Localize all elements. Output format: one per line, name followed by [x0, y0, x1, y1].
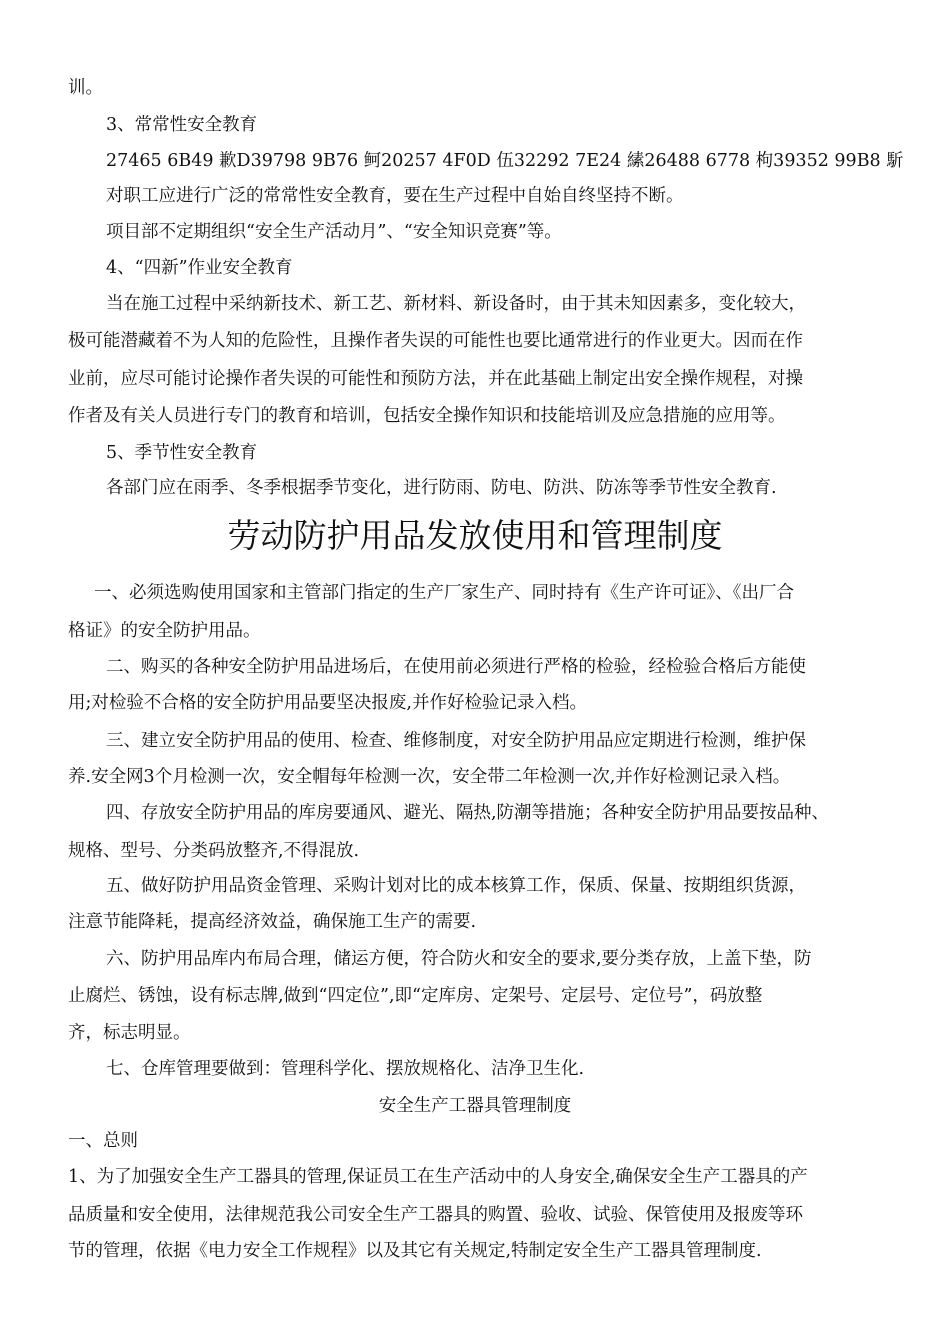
- paragraph-line: 当在施工过程中采纳新技术、新工艺、新材料、新设备时，由于其未知因素多，变化较大，: [106, 294, 806, 314]
- paragraph-line: 1、为了加强安全生产工器具的管理,保证员工在生产活动中的人身安全,确保安全生产工器具的产: [68, 1167, 808, 1187]
- section-heading: 4、“四新”作业安全教育: [106, 258, 293, 278]
- list-item-line: 四、存放安全防护用品的库房要通风、避光、隔热,防潮等措施；各种安全防护用品要按品种、: [106, 803, 830, 823]
- text-line: 对职工应进行广泛的常常性安全教育，要在生产过程中自始自终坚持不断。: [106, 186, 684, 206]
- paragraph-line: 品质量和安全使用，法律规范我公司安全生产工器具的购置、验收、试验、保管使用及报废等环: [68, 1205, 803, 1225]
- list-item-line: 一、必须选购使用国家和主管部门指定的生产厂家生产、同时持有《生产许可证》、《出厂合: [94, 583, 794, 603]
- list-item-line: 用;对检验不合格的安全防护用品要坚决报废,并作好检验记录入档。: [68, 693, 587, 713]
- paragraph-line: 极可能潜藏着不为人知的危险性，且操作者失误的可能性也要比通常进行的作业更大。因而在作: [68, 331, 803, 351]
- list-item-line: 格证》的安全防护用品。: [68, 621, 261, 641]
- list-item-line: 齐，标志明显。: [68, 1023, 191, 1043]
- document-title: 劳动防护用品发放使用和管理制度: [227, 516, 723, 555]
- list-item-line: 五、做好防护用品资金管理、采购计划对比的成本核算工作，保质、保量、按期组织货源，: [106, 876, 806, 896]
- list-item-line: 二、购买的各种安全防护用品进场后，在使用前必须进行严格的检验，经检验合格后方能使: [106, 657, 806, 677]
- text-line: 项目部不定期组织“安全生产活动月”、“安全知识竞赛”等。: [106, 222, 562, 242]
- paragraph-line: 业前，应尽可能讨论操作者失误的可能性和预防方法，并在此基础上制定出安全操作规程，对操: [68, 369, 803, 389]
- list-item-line: 止腐烂、锈蚀，设有标志牌,做到“四定位”,即“定库房、定架号、定层号、定位号”，码放整: [68, 986, 763, 1006]
- section-heading: 一、总则: [68, 1131, 138, 1151]
- list-item-line: 养.安全网3个月检测一次，安全帽每年检测一次，安全带二年检测一次,并作好检测记录入档。: [68, 767, 791, 787]
- list-item-line: 六、防护用品库内布局合理，储运方便，符合防火和安全的要求,要分类存放，上盖下垫，防: [106, 949, 812, 969]
- section-heading: 5、季节性安全教育: [106, 443, 258, 463]
- list-item-line: 七、仓库管理要做到：管理科学化、摆放规格化、洁净卫生化.: [106, 1059, 585, 1079]
- section-heading: 3、常常性安全教育: [106, 115, 258, 135]
- paragraph-line: 节的管理，依据《电力安全工作规程》以及其它有关规定,特制定安全生产工器具管理制度.: [68, 1241, 762, 1261]
- list-item-line: 注意节能降耗，提高经济效益，确保施工生产的需要.: [68, 912, 477, 932]
- paragraph-line: 作者及有关人员进行专门的教育和培训，包括安全操作知识和技能培训及应急措施的应用等。: [68, 406, 786, 426]
- list-item-line: 规格、型号、分类码放整齐,不得混放.: [68, 841, 360, 861]
- code-line: 27465 6B49 歉D39798 9B76 鲄20257 4F0D 伍32292 7E24 縤26488 6778 枸39352 99B8 馸: [106, 151, 904, 171]
- text-line: 训。: [68, 78, 103, 98]
- list-item-line: 三、建立安全防护用品的使用、检查、维修制度，对安全防护用品应定期进行检测，维护保: [106, 731, 806, 751]
- section-title: 安全生产工器具管理制度: [378, 1096, 572, 1116]
- paragraph-line: 各部门应在雨季、冬季根据季节变化，进行防雨、防电、防洪、防冻等季节性安全教育.: [106, 478, 777, 498]
